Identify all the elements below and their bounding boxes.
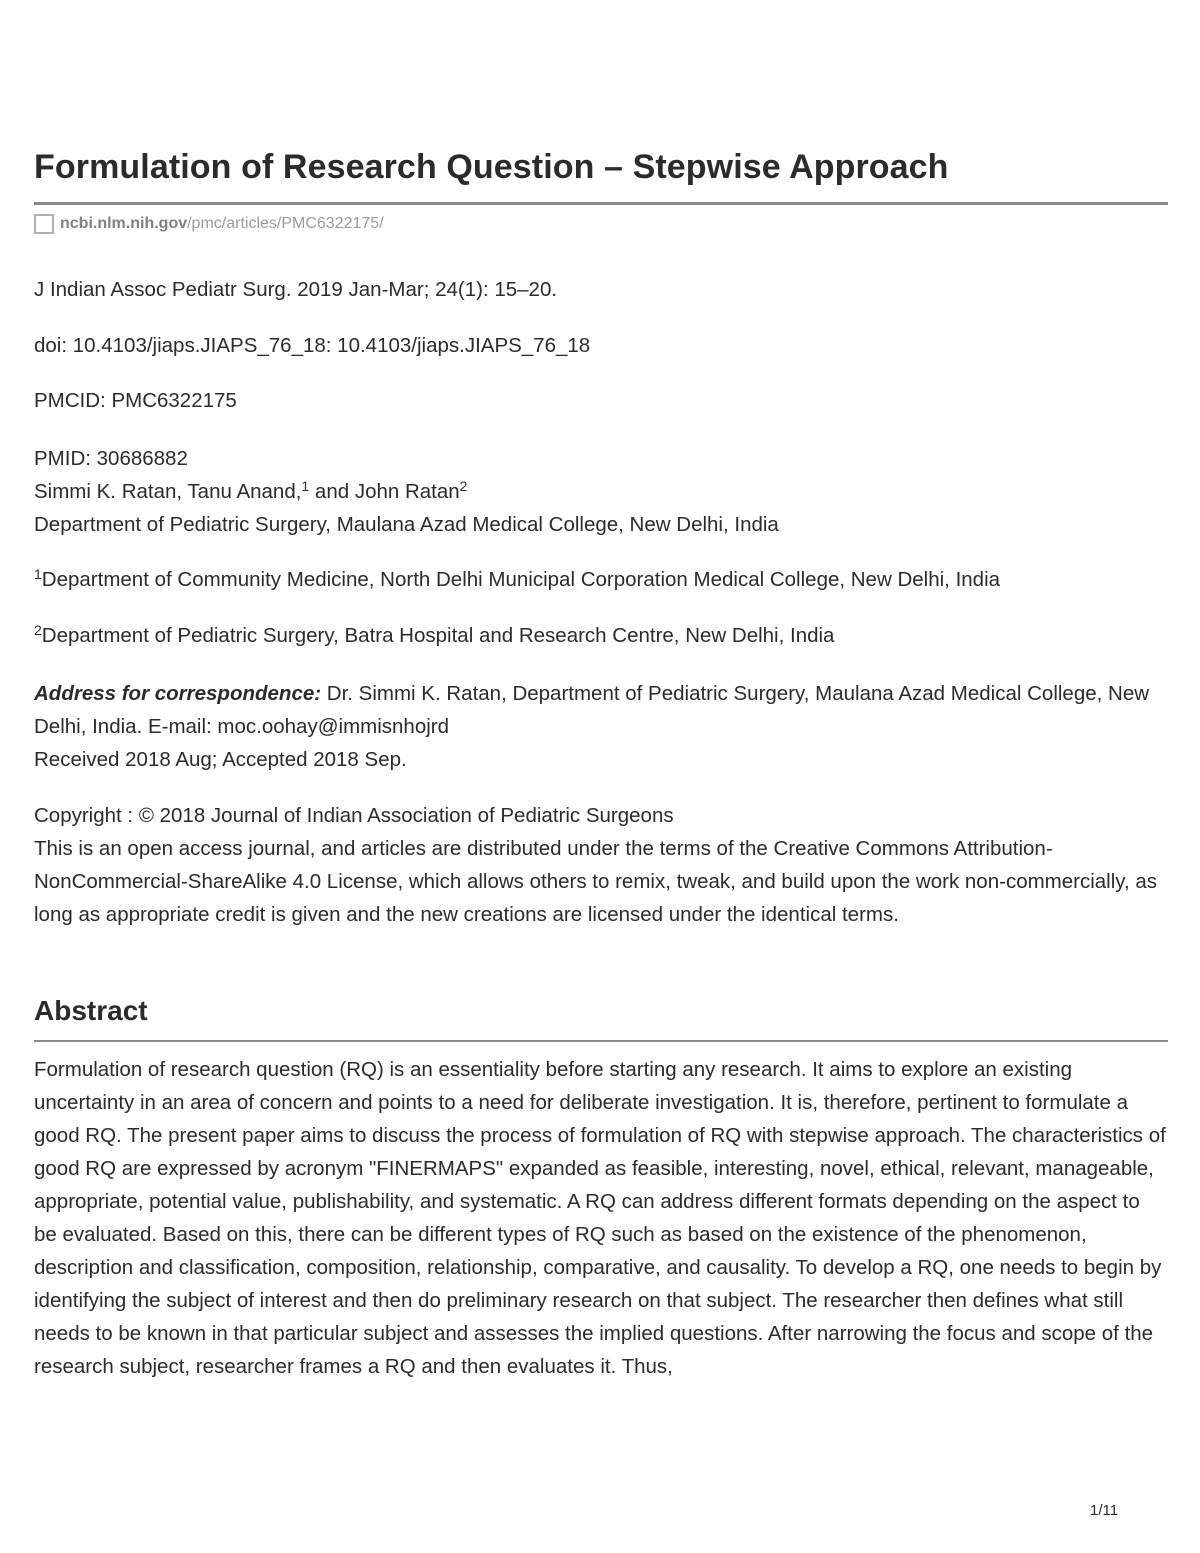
copyright-line: Copyright : © 2018 Journal of Indian Association of Pediatric Surgeons	[34, 804, 674, 827]
affiliation-2	[34, 624, 834, 648]
affiliation-1-mark: 1	[34, 566, 42, 582]
authors-part2: and John Ratan	[309, 480, 460, 503]
correspondence	[34, 677, 1168, 776]
copyright-block	[34, 799, 1168, 931]
affiliation-1-text: Department of Community Medicine, North Delhi Municipal Corporation Medical College, New Delhi, India	[41, 568, 1001, 591]
affiliation-2-text: Department of Pediatric Surgery, Batra Hospital and Research Centre, New Delhi, India	[41, 624, 835, 647]
pmid: PMID: 30686882	[34, 447, 188, 470]
authors-part1: Simmi K. Ratan, Tanu Anand,	[34, 480, 302, 503]
author-sup-1: 1	[301, 478, 310, 494]
page-number: 1/11	[1090, 1502, 1119, 1519]
abstract-divider	[34, 1040, 1168, 1042]
author-list	[34, 480, 467, 504]
correspondence-label: Address for correspondence:	[34, 682, 322, 705]
favicon-icon	[34, 214, 54, 234]
correspondence-text: Dr. Simmi K. Ratan, Department of Pediatric Surgery, Maulana Azad Medical College, New Delhi, India. E-mail: moc.oohay@immisnhojrd	[34, 682, 1150, 738]
doi: doi: 10.4103/jiaps.JIAPS_76_18: 10.4103/jiaps.JIAPS_76_18	[34, 334, 591, 357]
received-dates: Received 2018 Aug; Accepted 2018 Sep.	[34, 748, 407, 771]
title-divider	[34, 202, 1168, 205]
citation: J Indian Assoc Pediatr Surg. 2019 Jan-Mar; 24(1): 15–20.	[34, 278, 558, 301]
license-text: This is an open access journal, and articles are distributed under the terms of the Creative Commons Attribution-NonCommercial-ShareAlike 4.0 License, which allows others to remix, tweak, and build upon the work non-commercially, as long as appropriate credit is given and the new creations are licensed under the identical terms.	[34, 837, 1158, 926]
affiliation-1	[34, 568, 1000, 592]
article-title: Formulation of Research Question – Stepwise Approach	[34, 148, 949, 186]
source-domain[interactable]: ncbi.nlm.nih.gov	[60, 215, 188, 232]
pmcid: PMCID: PMC6322175	[34, 389, 237, 412]
abstract-text: Formulation of research question (RQ) is an essentiality before starting any research. It aims to explore an existing uncertainty in an area of concern and points to a need for deliberate investigation. It is, therefore, pertinent to formulate a good RQ. The present paper aims to discuss the process of formulation of RQ with stepwise approach. The characteristics of good RQ are expressed by acronym "FINERMAPS" expanded as feasible, interesting, novel, ethical, relevant, manageable, appropriate, potential value, publishability, and systematic. A RQ can address different formats depending on the aspect to be evaluated. Based on this, there can be different types of RQ such as based on the existence of the phenomenon, description and classification, composition, relationship, comparative, and causality. To develop a RQ, one needs to begin by identifying the subject of interest and then do preliminary research on that subject. The researcher then defines what still needs to be known in that particular subject and assesses the implied questions. After narrowing the focus and scope of the research subject, researcher frames a RQ and then evaluates it. Thus,	[34, 1058, 1166, 1378]
affiliation-2-mark: 2	[34, 622, 42, 638]
author-sup-2: 2	[459, 478, 468, 494]
source-link[interactable]	[34, 210, 384, 238]
source-path[interactable]: /pmc/articles/PMC6322175/	[187, 215, 384, 232]
abstract-heading: Abstract	[34, 995, 148, 1026]
affiliation-main: Department of Pediatric Surgery, Maulana Azad Medical College, New Delhi, India	[34, 513, 779, 536]
